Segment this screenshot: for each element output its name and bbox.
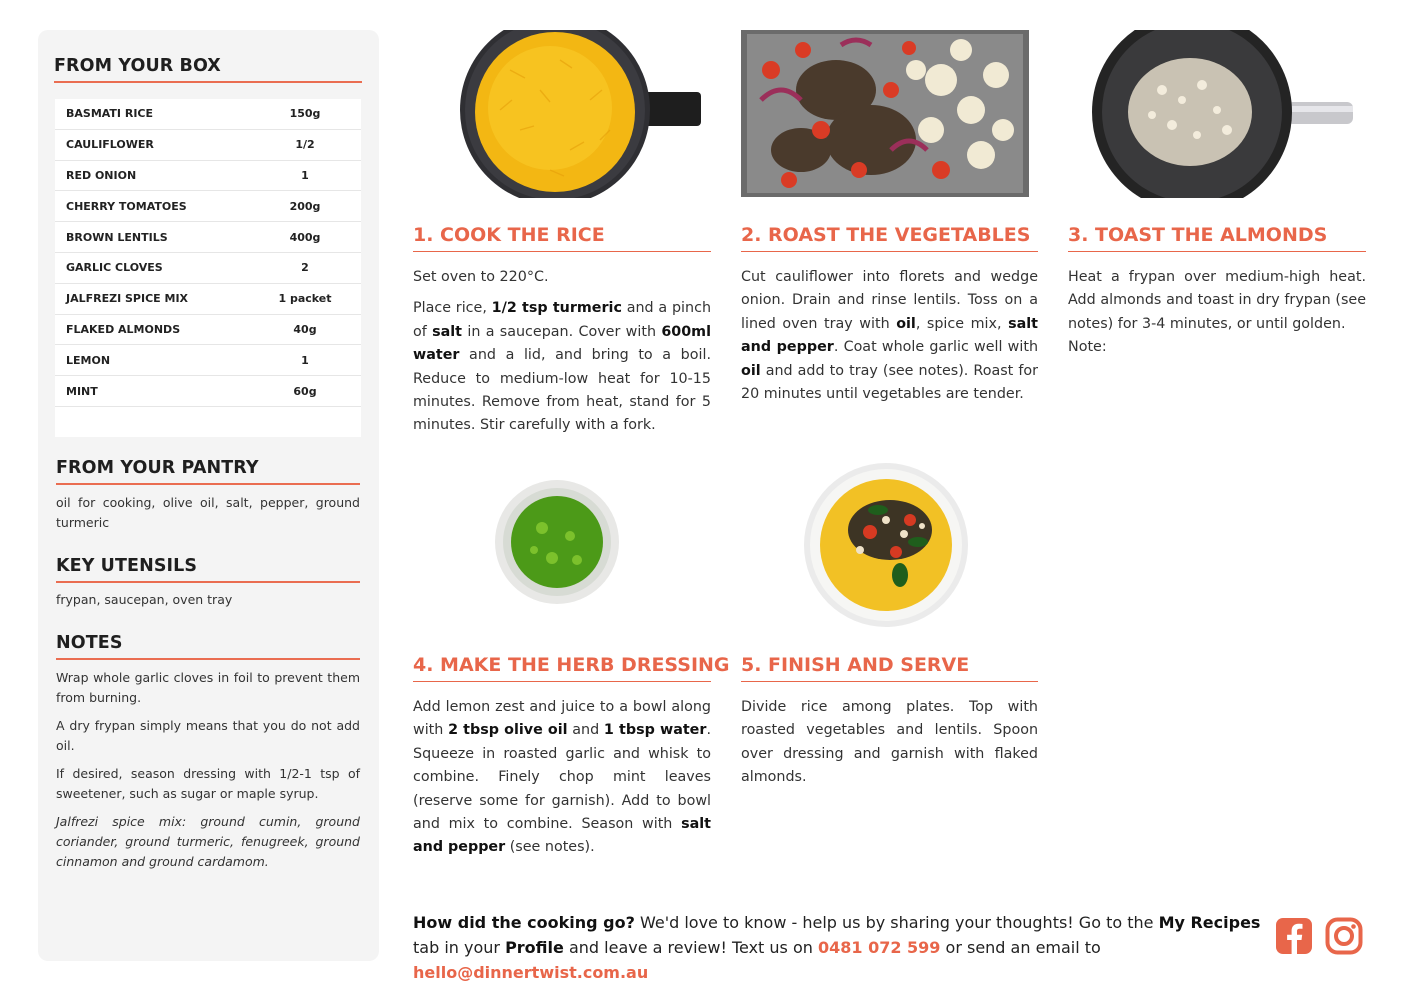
utensils-heading: KEY UTENSILS bbox=[56, 556, 360, 583]
toast-almonds-photo bbox=[1092, 30, 1358, 198]
pantry-text: oil for cooking, olive oil, salt, pepper, ground turmeric bbox=[56, 495, 360, 530]
ingredient-qty: 400g bbox=[289, 230, 321, 244]
finished-plate-photo bbox=[800, 460, 972, 630]
ingredient-qty: 60g bbox=[293, 384, 317, 398]
note: Wrap whole garlic cloves in foil to prevent them from burning. bbox=[56, 670, 360, 705]
step-2-heading: 2. ROAST THE VEGETABLES bbox=[741, 224, 1038, 252]
table-row bbox=[55, 191, 361, 222]
step-4-para: Add lemon zest and juice to a bowl along with 2 tbsp olive oil and 1 tbsp water. Squeeze in roasted garlic and whisk to combine. Finely chop mint leaves (reserve some for garnish). Add to bowl and mix to combine. Season with salt and pepper (see notes). bbox=[413, 699, 711, 856]
ingredient-qty: 1/2 bbox=[295, 138, 315, 152]
from-your-box-heading: FROM YOUR BOX bbox=[54, 56, 362, 83]
table-row bbox=[55, 130, 361, 161]
step-2-para: Cut cauliflower into florets and wedge onion. Drain and rinse lentils. Toss on a lined oven tray with oil, spice mix, salt and pepper. Coat whole garlic well with oil and add to tray (see notes). Roast for 20 minutes until vegetables are tender. bbox=[741, 269, 1039, 403]
table-row bbox=[55, 284, 361, 315]
table-row bbox=[55, 99, 361, 130]
ingredient-name: FLAKED ALMONDS bbox=[66, 322, 181, 336]
ingredient-name: BROWN LENTILS bbox=[66, 230, 168, 244]
herb-dressing-photo bbox=[492, 478, 622, 606]
ingredient-name: RED ONION bbox=[66, 168, 137, 182]
instagram-icon[interactable] bbox=[1325, 917, 1363, 955]
ingredient-name: JALFREZI SPICE MIX bbox=[66, 292, 189, 306]
step-1-para-2: Place rice, 1/2 tsp turmeric and a pinch of salt in a saucepan. Cover with 600ml water and a lid, and bring to a boil. Reduce to medium-low heat for 10-15 minutes. Remove from heat, stand for 5 minutes. Stir carefully with a fork. bbox=[413, 300, 712, 434]
utensils-text: frypan, saucepan, oven tray bbox=[56, 592, 233, 607]
feedback-footer: How did the cooking go? We'd love to know - help us by sharing your thoughts! Go to the My Recipes tab in your Profile and leave a review! Text us on 0481 072 599 or send an email to hello@dinnertwist.com.au bbox=[413, 913, 1261, 982]
table-row bbox=[55, 253, 361, 284]
step-1-heading: 1. COOK THE RICE bbox=[413, 224, 711, 252]
table-row bbox=[55, 222, 361, 253]
step-3-text bbox=[1068, 266, 1366, 368]
table-row bbox=[55, 376, 361, 407]
pantry-heading: FROM YOUR PANTRY bbox=[56, 458, 360, 485]
ingredient-qty: 40g bbox=[293, 322, 317, 336]
note: A dry frypan simply means that you do not add oil. bbox=[56, 718, 360, 753]
ingredient-qty: 1 bbox=[301, 353, 309, 367]
step-2-text bbox=[741, 266, 1038, 414]
ingredient-qty: 1 packet bbox=[278, 292, 332, 306]
step-4-text bbox=[413, 696, 711, 868]
ingredient-name: MINT bbox=[66, 384, 98, 398]
step-1-text bbox=[413, 266, 711, 446]
note: Jalfrezi spice mix: ground cumin, ground coriander, ground turmeric, fenugreek, ground cinnamon and ground cardamom. bbox=[56, 814, 360, 869]
ingredient-name: BASMATI RICE bbox=[66, 107, 154, 121]
ingredient-qty: 150g bbox=[289, 107, 321, 121]
phone-link[interactable]: 0481 072 599 bbox=[817, 938, 941, 957]
ingredient-name: CHERRY TOMATOES bbox=[66, 199, 187, 213]
my-recipes-link[interactable]: My Recipes bbox=[1158, 913, 1261, 932]
step-4-heading: 4. MAKE THE HERB DRESSING bbox=[413, 654, 711, 682]
ingredient-qty: 1 bbox=[301, 168, 309, 182]
step-5-para: Divide rice among plates. Top with roasted vegetables and lentils. Spoon over dressing and garnish with flaked almonds. bbox=[741, 699, 1038, 786]
notes-list bbox=[56, 668, 360, 880]
ingredient-name: LEMON bbox=[66, 353, 111, 367]
profile-link[interactable]: Profile bbox=[505, 938, 564, 957]
ingredients-table bbox=[55, 99, 361, 437]
table-row bbox=[55, 161, 361, 192]
step-1-para-1: Set oven to 220°C. bbox=[413, 269, 549, 285]
email-link[interactable]: hello@dinnertwist.com.au bbox=[413, 963, 649, 982]
rice-saucepan-photo bbox=[450, 30, 706, 198]
step-5-heading: 5. FINISH AND SERVE bbox=[741, 654, 1038, 682]
table-row bbox=[55, 315, 361, 346]
facebook-icon[interactable] bbox=[1275, 917, 1313, 955]
note: If desired, season dressing with 1/2-1 tsp of sweetener, such as sugar or maple syrup. bbox=[56, 766, 360, 801]
table-row bbox=[55, 345, 361, 376]
ingredient-name: GARLIC CLOVES bbox=[66, 261, 163, 275]
ingredient-qty: 200g bbox=[289, 199, 321, 213]
step-5-text bbox=[741, 696, 1038, 798]
ingredient-qty: 2 bbox=[301, 261, 309, 275]
notes-heading: NOTES bbox=[56, 633, 360, 660]
roast-vegetables-photo bbox=[741, 30, 1029, 197]
step-3-para: Heat a frypan over medium-high heat. Add almonds and toast in dry frypan (see notes) for 3-4 minutes, or until golden. Note: bbox=[1068, 269, 1366, 356]
step-3-heading: 3. TOAST THE ALMONDS bbox=[1068, 224, 1366, 252]
footer-question: How did the cooking go? bbox=[413, 913, 635, 932]
ingredient-name: CAULIFLOWER bbox=[66, 138, 154, 152]
sidebar bbox=[38, 30, 379, 961]
